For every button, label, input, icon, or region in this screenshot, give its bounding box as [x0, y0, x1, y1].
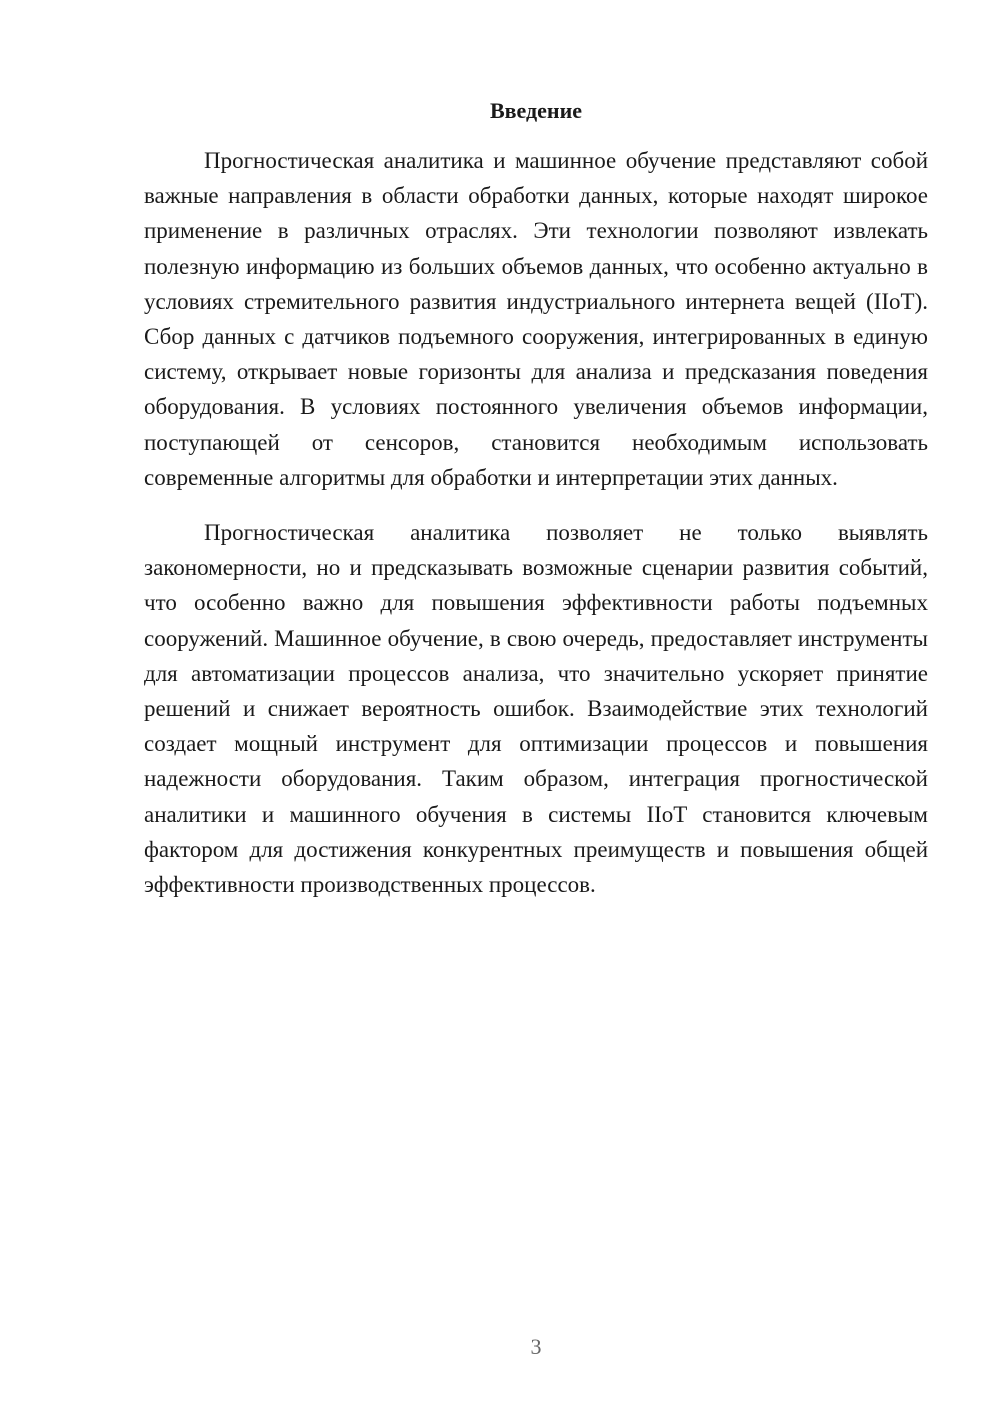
section-title: Введение	[489, 98, 583, 123]
page-number: 3	[530, 1334, 542, 1359]
paragraph-2: Прогностическая аналитика позволяет не только выявлять закономерности, но и предсказывать возможные сценарии развития событий, что особенно важно для повышения эффективности работы подъемных сооружений. Машинное обучение, в свою очередь, предоставляет инструменты для автоматизации процессов анализа, что значительно ускоряет принятие решений и снижает вероятность ошибок. Взаимодействие этих технологий создает мощный инструмент для оптимизации процессов и повышения надежности оборудования. Таким образом, интеграция прогностической аналитики и машинного обучения в системы IIoT становится ключевым фактором для достижения конкурентных преимуществ и повышения общей эффективности производственных процессов.	[144, 520, 928, 898]
body-text	[144, 143, 928, 902]
paragraph-1: Прогностическая аналитика и машинное обучение представляют собой важные направления в области обработки данных, которые находят широкое применение в различных отраслях. Эти технологии позволяют извлекать полезную информацию из больших объемов данных, что особенно актуально в условиях стремительного развития индустриального интернета вещей (IIoT). Сбор данных с датчиков подъемного сооружения, интегрированных в единую систему, открывает новые горизонты для анализа и предсказания поведения оборудования. В условиях постоянного увеличения объемов информации, поступающей от сенсоров, становится необходимым использовать современные алгоритмы для обработки и интерпретации этих данных.	[144, 148, 928, 490]
